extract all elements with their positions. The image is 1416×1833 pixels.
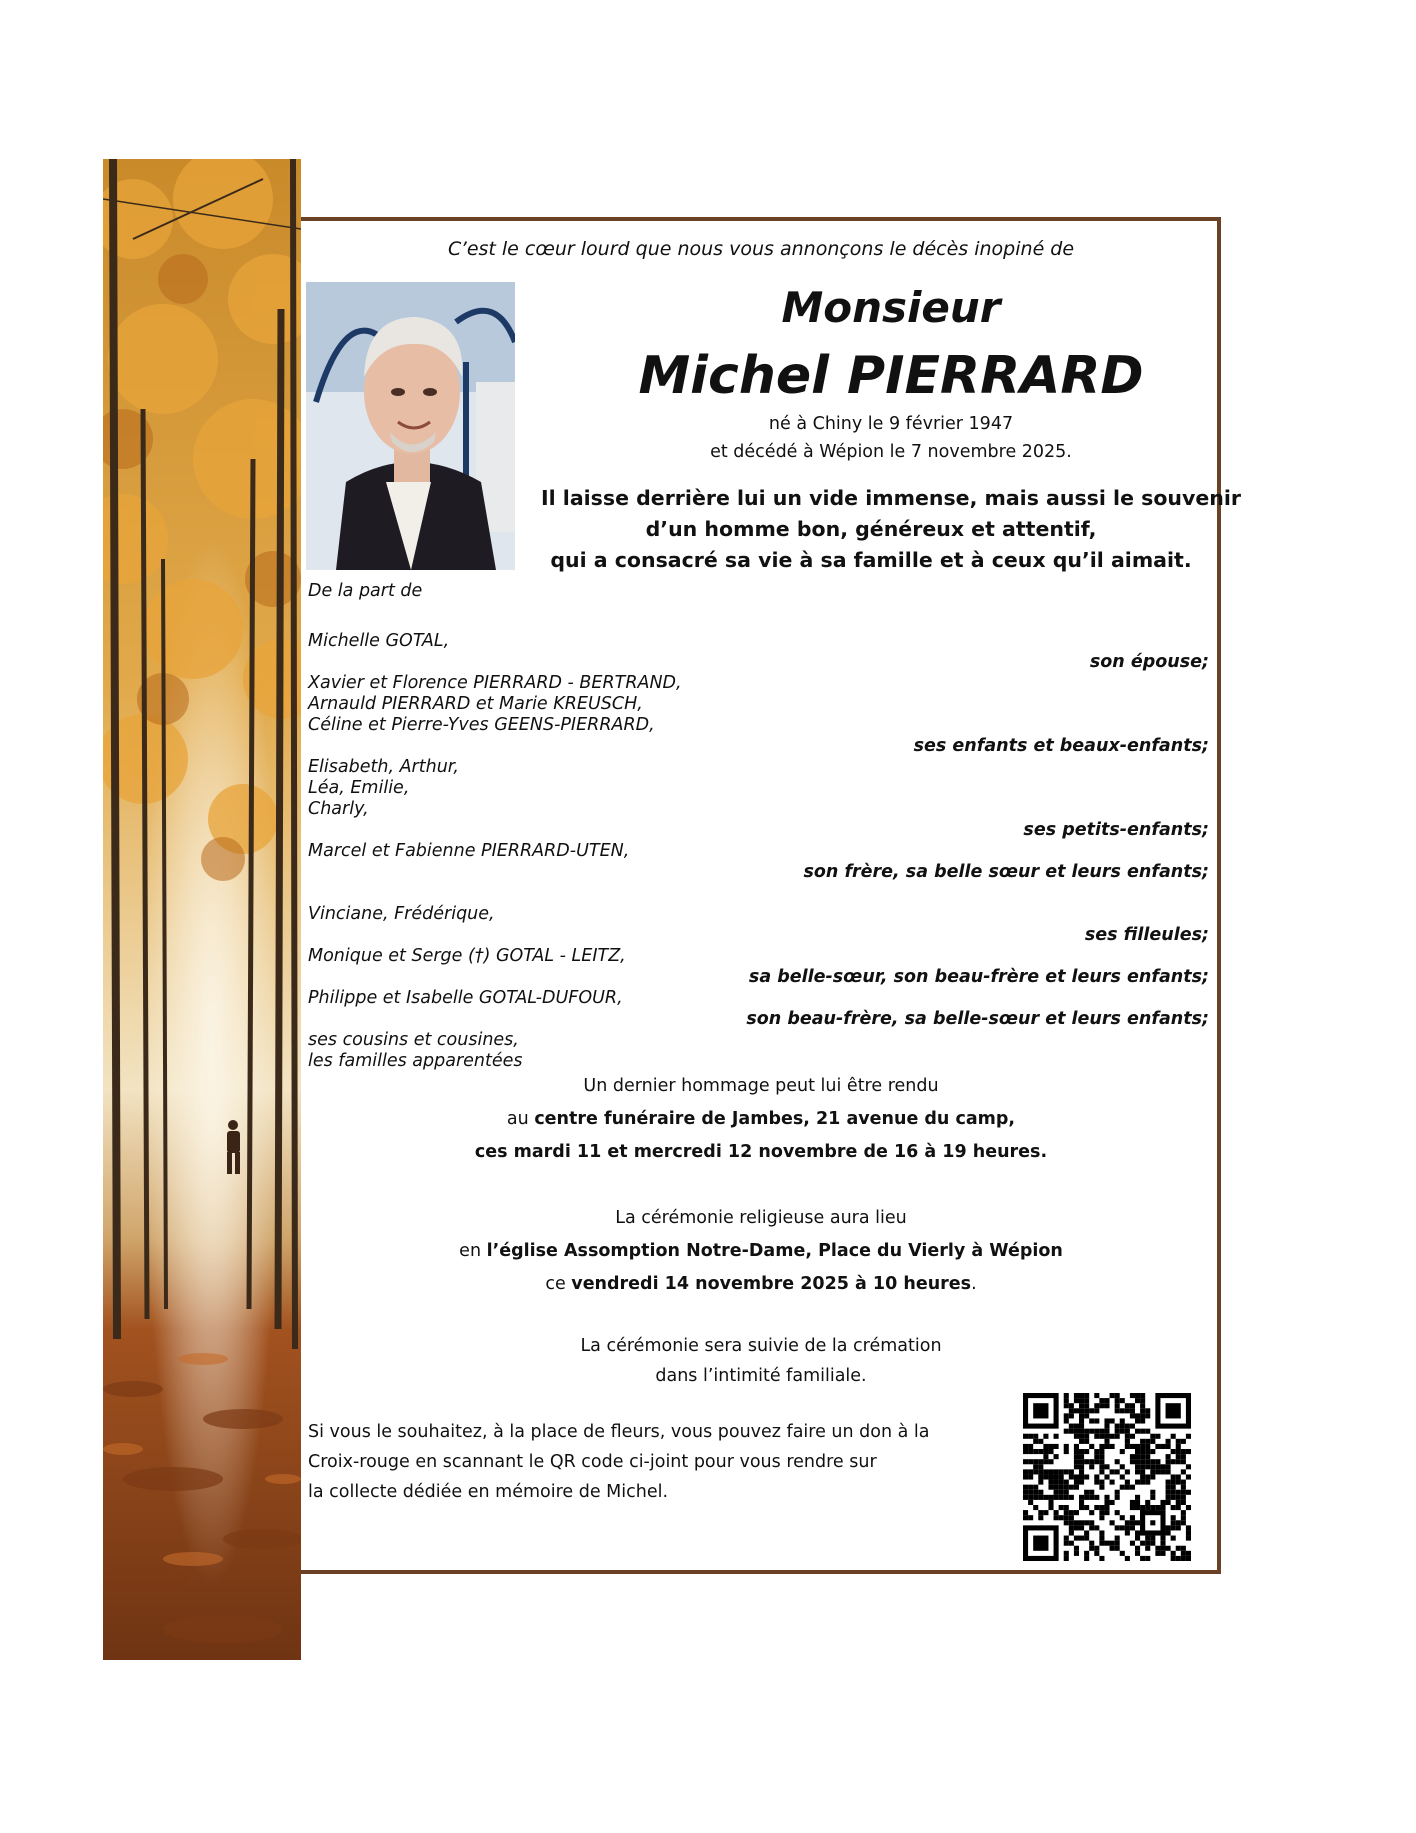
tribute-line-1: Il laisse derrière lui un vide immense, mais aussi le souvenir (541, 486, 1241, 510)
deceased-name: Michel PIERRARD (638, 346, 1144, 406)
ceremony-line-2: en l’église Assomption Notre-Dame, Place du Vierly à Wépion (459, 1241, 1063, 1261)
family-relation: ses petits-enfants; (1023, 820, 1209, 840)
qr-code[interactable] (1023, 1393, 1191, 1561)
family-names: Philippe et Isabelle GOTAL-DUFOUR, (308, 988, 623, 1008)
honorific-title: Monsieur (781, 283, 1001, 332)
family-relation: son frère, sa belle sœur et leurs enfants; (803, 862, 1209, 882)
portrait-photo (306, 282, 515, 570)
tribute-line-3: qui a consacré sa vie à sa famille et à ceux qu’il aimait. (550, 548, 1192, 572)
donation-line-1: Si vous le souhaitez, à la place de fleurs, vous pouvez faire un don à la (308, 1422, 930, 1442)
family-relation: ses enfants et beaux-enfants; (913, 736, 1209, 756)
family-names: Elisabeth, Arthur, Léa, Emilie, Charly, (308, 757, 459, 819)
death-info: et décédé à Wépion le 7 novembre 2025. (710, 442, 1072, 462)
visitation-line-2: au centre funéraire de Jambes, 21 avenue du camp, (506, 1109, 1016, 1129)
cremation-line-2: dans l’intimité familiale. (655, 1366, 867, 1386)
family-relation: sa belle-sœur, son beau-frère et leurs enfants; (748, 967, 1209, 987)
family-names: Xavier et Florence PIERRARD - BERTRAND, Arnauld PIERRARD et Marie KREUSCH, Céline et Pierre-Yves GEENS-PIERRARD, (308, 673, 682, 735)
family-relation: son beau-frère, sa belle-sœur et leurs enfants; (746, 1009, 1209, 1029)
family-names: ses cousins et cousines, les familles apparentées (308, 1030, 523, 1071)
intro-text: C’est le cœur lourd que nous vous annonçons le décès inopiné de (447, 238, 1075, 260)
family-heading: De la part de (308, 581, 423, 601)
cremation-line-1: La cérémonie sera suivie de la crémation (580, 1336, 942, 1356)
ceremony-line-3: ce vendredi 14 novembre 2025 à 10 heures. (545, 1274, 977, 1294)
birth-info: né à Chiny le 9 février 1947 (768, 414, 1014, 434)
family-relation: son épouse; (1089, 652, 1209, 672)
autumn-forest-photo (103, 159, 301, 1660)
family-names: Michelle GOTAL, (308, 631, 450, 651)
obituary-card (301, 217, 1241, 1574)
visitation-line-1: Un dernier hommage peut lui être rendu (583, 1076, 939, 1096)
donation-line-2: Croix-rouge en scannant le QR code ci-joint pour vous rendre sur (308, 1452, 877, 1472)
visitation-line-3: ces mardi 11 et mercredi 12 novembre de 16 à 19 heures. (474, 1142, 1048, 1162)
family-names: Marcel et Fabienne PIERRARD-UTEN, (308, 841, 630, 861)
family-names: Vinciane, Frédérique, (308, 904, 495, 924)
tribute-line-2: d’un homme bon, généreux et attentif, (645, 517, 1097, 541)
ceremony-line-1: La cérémonie religieuse aura lieu (615, 1208, 907, 1228)
family-names: Monique et Serge (†) GOTAL - LEITZ, (308, 946, 626, 966)
family-relation: ses filleules; (1084, 925, 1209, 945)
donation-line-3: la collecte dédiée en mémoire de Michel. (308, 1482, 669, 1502)
